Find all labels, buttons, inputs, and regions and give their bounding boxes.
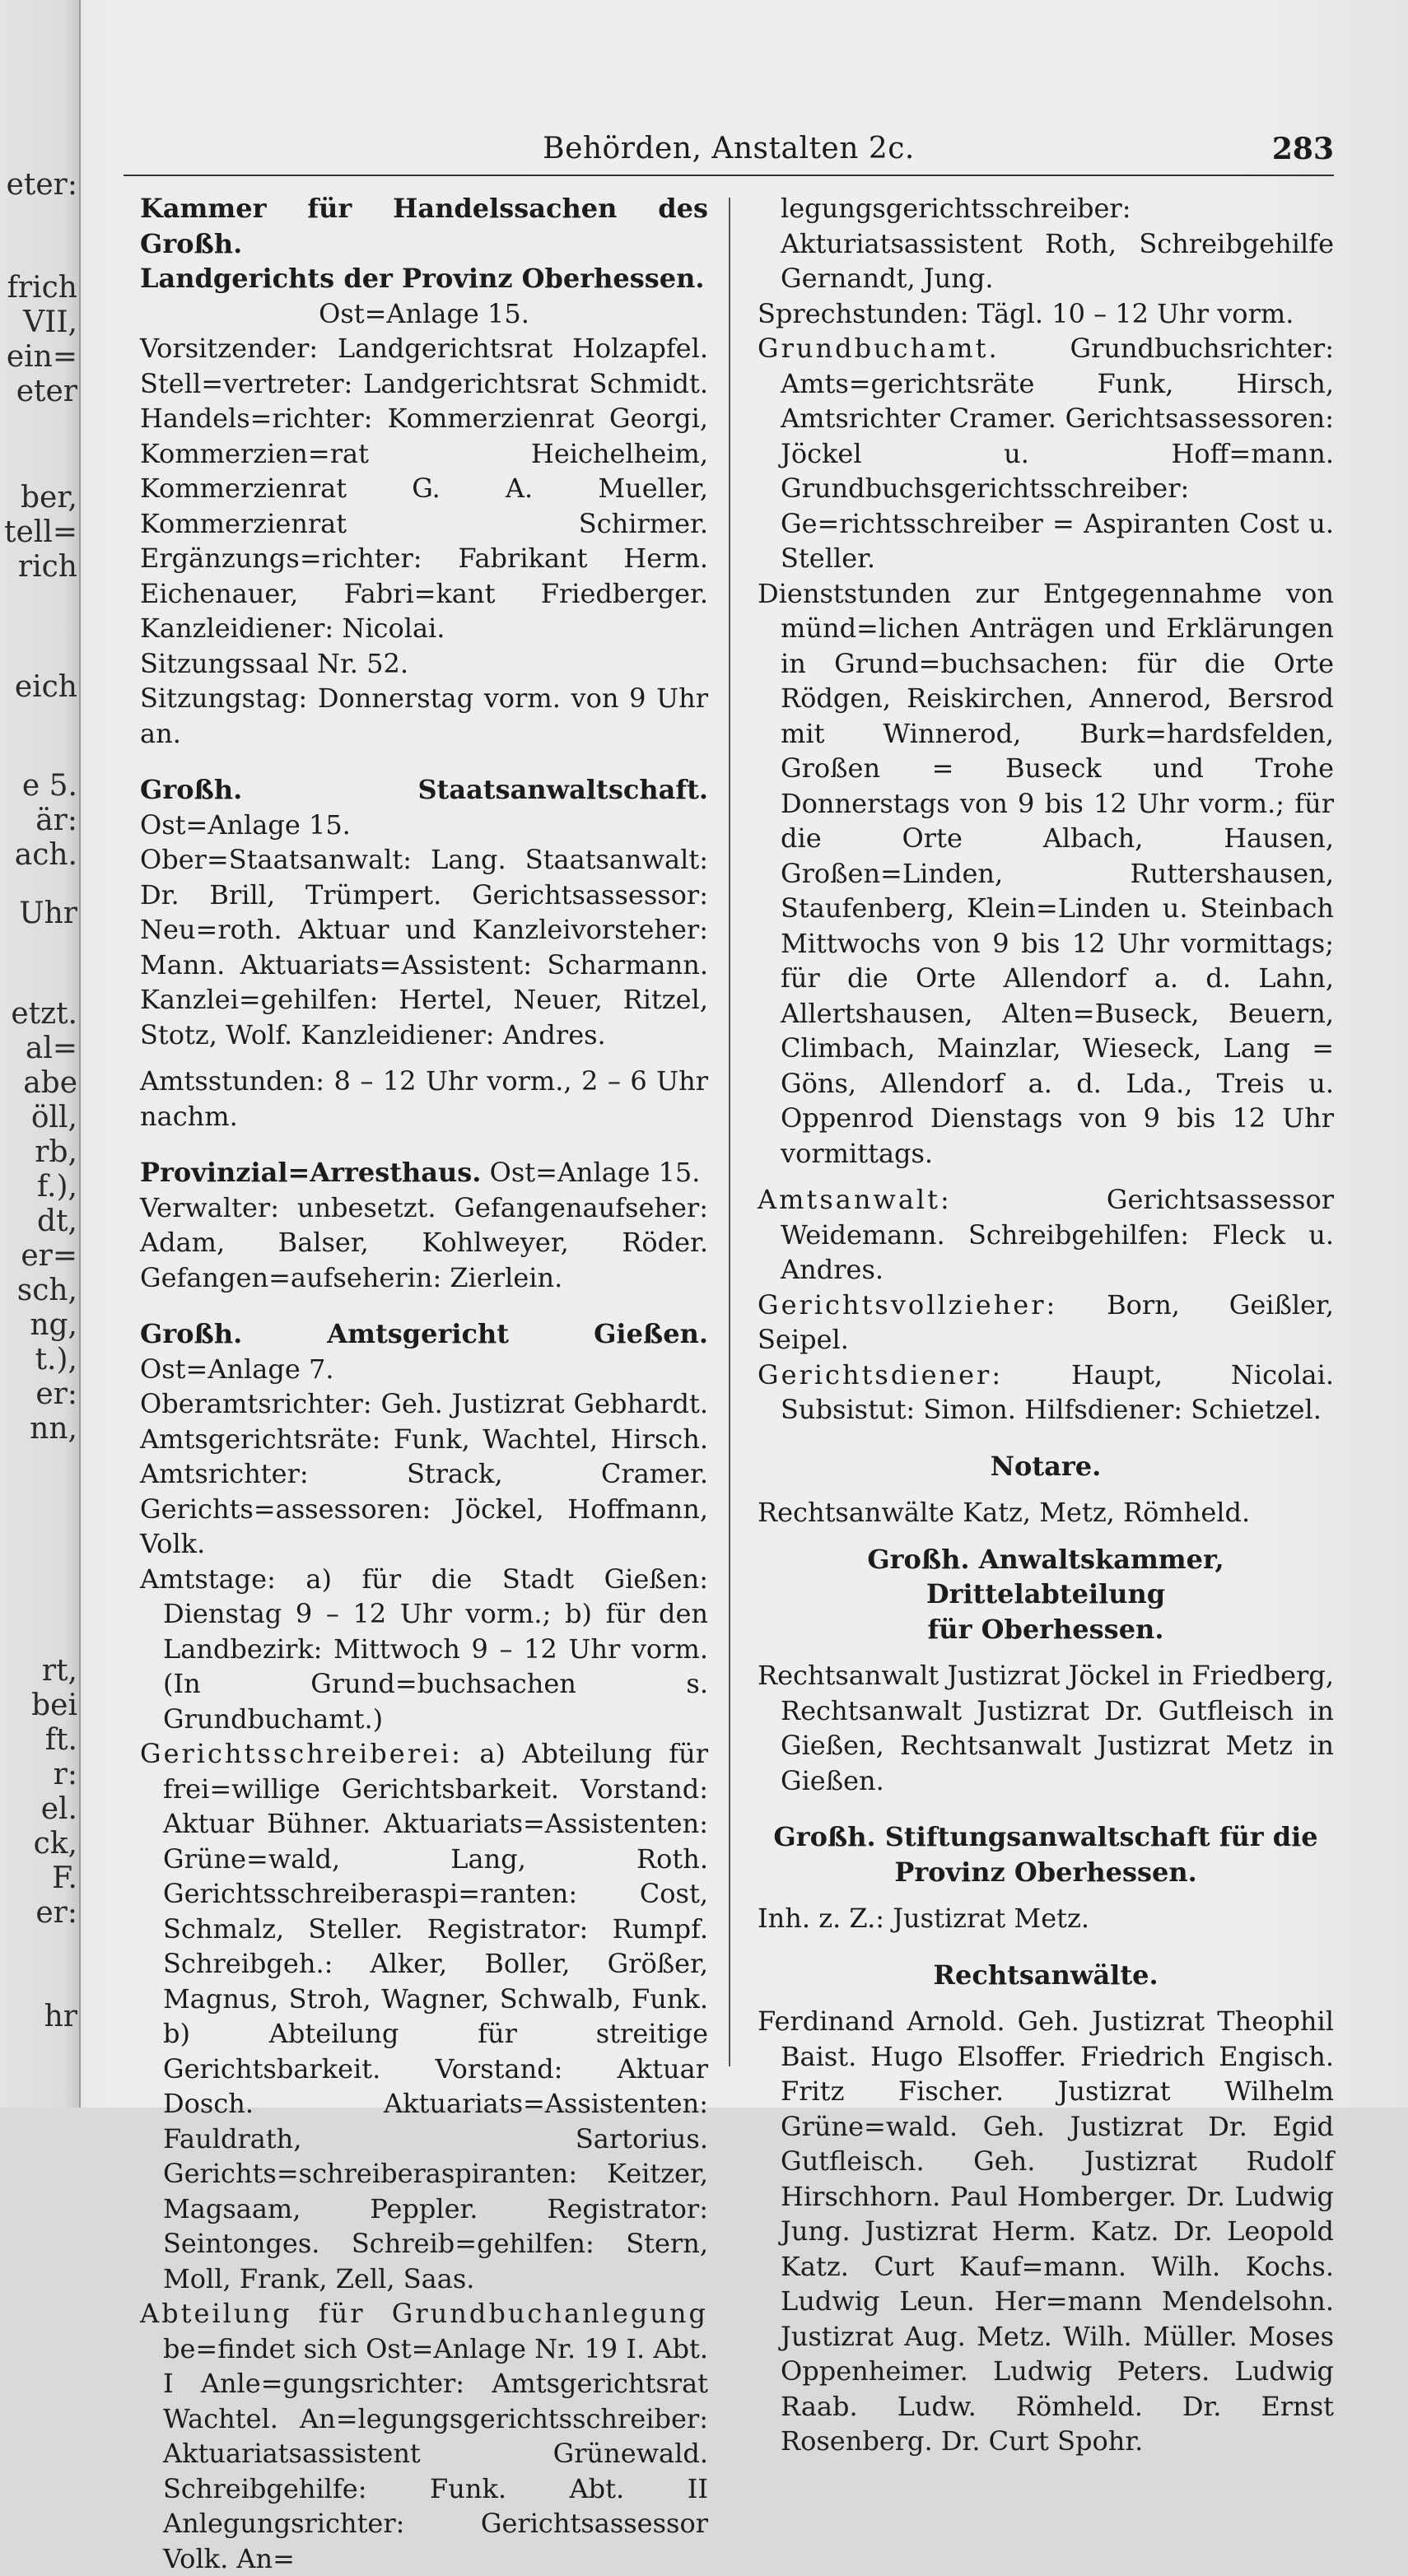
gerichtsschreiberei xyxy=(140,1736,708,2296)
section-title-rechtsanwaelte: Rechtsanwälte. xyxy=(933,1959,1159,1991)
kammer-members: Vorsitzender: Landgerichtsrat Holzapfel. Stell=vertreter: Landgerichtsrat Schmidt. Handels=richter: Kommerzienrat Georgi, Kommerzien=rat Heichelheim, Kommerzienrat G. A. Mueller, Kommerzienrat Schirmer. Ergänzungs=richter: Fabrikant Herm. Eichenauer, Fabri=kant Friedberger. Kanzleidiener: Nicolai. xyxy=(140,333,708,644)
section-title-amtsgericht: Großh. Amtsgericht Gießen. xyxy=(140,1318,708,1349)
gerichtsdiener-body: Haupt, Nicolai. Subsistut: Simon. Hilfsdiener: Schietzel. xyxy=(781,1358,1334,1425)
grundbuch-dienststunden: Dienststunden zur Entgegennahme von münd=lichen Anträgen und Erklärungen in Grund=buchsachen: für die Orte Rödgen, Reiskirchen, Annerod, Bersrod mit Winnerod, Burk=hardsfelden, Großen = Buseck und Trohe Donnerstags von 9 bis 12 Uhr vorm.; für die Orte Albach, Hausen, Großen=Linden, Ruttershausen, Staufenberg, Klein=Linden u. Steinbach Mittwochs von 9 bis 12 Uhr vormittags; für die Orte Allendorf a. d. Lahn, Allertshausen, Alten=Buseck, Beuern, Climbach, Mainzlar, Wieseck, Lang = Göns, Allendorf a. d. Lda., Treis u. Oppenrod Dienstags von 9 bis 12 Uhr vormittags. xyxy=(758,577,1334,1169)
amtsanwalt-body: Gerichtsassessor Weidemann. Schreibgehilfen: Fleck u. Andres. xyxy=(781,1184,1334,1285)
margin-fragment: ck, xyxy=(33,1827,77,1861)
amtsanwalt xyxy=(758,1182,1334,1288)
margin-fragment: dt, xyxy=(37,1204,77,1238)
margin-fragment: ach. xyxy=(14,838,77,872)
gerichtsdiener xyxy=(758,1358,1334,1428)
margin-fragment: r: xyxy=(53,1758,77,1791)
gerichtsvollzieher xyxy=(758,1288,1334,1358)
staatsanwalt-amtsstunden: Amtsstunden: 8 – 12 Uhr vorm., 2 – 6 Uhr nachm. xyxy=(140,1065,708,1132)
gerichtsdiener-label: Gerichtsdiener: xyxy=(758,1358,1004,1390)
header-rule xyxy=(124,175,1334,176)
amtsgericht-members: Oberamtsrichter: Geh. Justizrat Gebhardt. Amtsgerichtsräte: Funk, Wachtel, Hirsch. Amtsrichter: Strack, Cramer. Gerichts=assessoren: Jöckel, Hoffmann, Volk. xyxy=(140,1388,708,1559)
kammer-sitzungssaal: Sitzungssaal Nr. 52. xyxy=(140,647,408,679)
margin-fragment: el. xyxy=(40,1792,77,1826)
margin-fragment: e 5. xyxy=(21,769,77,803)
adjacent-page-margin xyxy=(0,0,81,2108)
amtsgericht-address: Ost=Anlage 7. xyxy=(140,1353,334,1385)
staatsanwalt-members: Ober=Staatsanwalt: Lang. Staatsanwalt: Dr. Brill, Trümpert. Gerichtsassessor: Neu=roth. Aktuar und Kanzleivorsteher: Mann. Aktuariats=Assistent: Scharmann. Kanzlei=gehilfen: Hertel, Neuer, Ritzel, Stotz, Wolf. Kanzleidiener: Andres. xyxy=(140,844,708,1050)
grundbuchamt-label: Grundbuchamt. xyxy=(758,333,1000,364)
margin-fragment: bei xyxy=(31,1689,77,1722)
grundbuchanlegung-sprechstunden: Sprechstunden: Tägl. 10 – 12 Uhr vorm. xyxy=(758,297,1294,329)
margin-fragment: F. xyxy=(52,1861,77,1895)
arresthaus-address: Ost=Anlage 15. xyxy=(489,1157,701,1188)
margin-fragment: eter xyxy=(16,375,77,408)
arresthaus-members: Verwalter: unbesetzt. Gefangenaufseher: Adam, Balser, Kohlweyer, Röder. Gefangen=aufseherin: Zierlein. xyxy=(140,1191,708,1293)
margin-fragment: VII, xyxy=(23,305,77,339)
margin-fragment: är: xyxy=(35,804,77,837)
margin-fragment: er: xyxy=(35,1896,77,1930)
margin-fragment: nn, xyxy=(30,1412,77,1446)
grundbuchamt xyxy=(758,331,1334,576)
margin-fragment: etzt. xyxy=(11,997,77,1031)
running-title: Behörden, Anstalten 2c. xyxy=(543,132,915,165)
margin-fragment: ng, xyxy=(30,1308,77,1342)
stiftung-members: Inh. z. Z.: Justizrat Metz. xyxy=(758,1903,1090,1934)
section-arresthaus xyxy=(140,1155,708,1190)
section-title-stiftung-2: Provinz Oberhessen. xyxy=(894,1856,1197,1888)
margin-fragment: f.), xyxy=(37,1170,77,1204)
margin-fragment: ber, xyxy=(20,481,77,515)
section-title-anwaltskammer: Großh. Anwaltskammer, Drittelabteilung xyxy=(867,1543,1224,1609)
margin-fragment: eter: xyxy=(6,168,77,202)
section-title-kammer: Kammer für Handelssachen des Großh. xyxy=(140,193,708,259)
margin-fragment: tell= xyxy=(4,515,77,549)
grundbuchamt-body: Grundbuchsrichter: Amts=gerichtsräte Funk, Hirsch, Amtsrichter Cramer. Gerichtsassessoren: Jöckel u. Hoff=mann. Grundbuchsgerichtsschreiber: Ge=richtsschreiber = Aspiranten Cost u. Steller. xyxy=(781,333,1334,574)
section-title-stiftung: Großh. Stiftungsanwaltschaft für die xyxy=(773,1821,1318,1852)
staatsanwalt-address: Ost=Anlage 15. xyxy=(140,808,351,841)
margin-fragment: al= xyxy=(25,1032,77,1065)
margin-fragment: frich xyxy=(7,271,77,305)
right-column xyxy=(758,191,1334,2459)
page-number: 283 xyxy=(1271,132,1334,166)
amtsgericht-amtstage: Amtstage: a) für die Stadt Gießen: Dienstag 9 – 12 Uhr vorm.; b) für den Landbezirk: Mittwoch 9 – 12 Uhr vorm. (In Grund=buchsachen s. Grundbuchamt.) xyxy=(140,1563,708,1735)
section-title-staatsanwaltschaft: Großh. Staatsanwaltschaft. xyxy=(140,774,708,805)
margin-fragment: rich xyxy=(17,550,77,584)
section-title-kammer-2: Landgerichts der Provinz Oberhessen. xyxy=(140,263,705,294)
gerichtsvollzieher-label: Gerichtsvollzieher: xyxy=(758,1288,1058,1321)
section-amtsgericht xyxy=(140,1316,708,1386)
margin-fragment: t.), xyxy=(35,1343,77,1377)
running-header xyxy=(124,132,1334,178)
section-title-notare: Notare. xyxy=(990,1450,1102,1482)
gerichtsschreiberei-body: a) Abteilung für frei=willige Gerichtsbarkeit. Vorstand: Aktuar Bühner. Aktuariats=Assistenten: Grüne=wald, Lang, Roth. Gerichtsschreiberaspi=ranten: Cost, Schmalz, Steller. Registrator: Rumpf. Schreibgeh.: Alker, Boller, Größer, Magnus, Stroh, Wagner, Schwalb, Funk. b) Abteilung für streitige Gerichtsbarkeit. Vorstand: Aktuar Dosch. Aktuariats=Assistenten: Fauldrath, Sartorius. Gerichts=schreiberaspiranten: Keitzer, Magsaam, Peppler. Registrator: Seintonges. Schreib=gehilfen: Stern, Moll, Frank, Zell, Saas. xyxy=(163,1738,709,2294)
grundbuchanlegung xyxy=(140,2296,708,2576)
margin-fragment: hr xyxy=(44,2000,77,2033)
column-divider xyxy=(729,198,730,2066)
kammer-sitzungstag: Sitzungstag: Donnerstag vorm. von 9 Uhr an. xyxy=(140,682,708,749)
left-column xyxy=(140,191,708,2576)
rechtsanwaelte-list: Ferdinand Arnold. Geh. Justizrat Theophil Baist. Hugo Elsoffer. Friedrich Engisch. Fritz Fischer. Justizrat Wilhelm Grüne=wald. Geh. Justizrat Dr. Egid Gutfleisch. Geh. Justizrat Rudolf Hirschhorn. Paul Homberger. Dr. Ludwig Jung. Justizrat Herm. Katz. Dr. Leopold Katz. Curt Kauf=mann. Wilh. Kochs. Ludwig Leun. Her=mann Mendelsohn. Justizrat Aug. Metz. Wilh. Müller. Moses Oppenheimer. Ludwig Peters. Ludwig Raab. Ludw. Römheld. Dr. Ernst Rosenberg. Dr. Curt Spohr. xyxy=(758,2005,1334,2457)
margin-fragment: rb, xyxy=(35,1135,77,1169)
grundbuchanlegung-continuation: legungsgerichtsschreiber: Akturiatsassistent Roth, Schreibgehilfe Gernandt, Jung. xyxy=(781,193,1334,294)
amtsanwalt-label: Amtsanwalt: xyxy=(758,1184,952,1215)
margin-fragment: er= xyxy=(21,1239,77,1273)
margin-fragment: ein= xyxy=(6,340,77,374)
anwaltskammer-members: Rechtsanwalt Justizrat Jöckel in Friedberg, Rechtsanwalt Justizrat Dr. Gutfleisch in Gießen, Rechtsanwalt Justizrat Metz in Gießen. xyxy=(758,1660,1334,1796)
section-title-anwaltskammer-2: für Oberhessen. xyxy=(927,1613,1164,1645)
section-title-arresthaus: Provinzial=Arresthaus. xyxy=(140,1157,482,1188)
kammer-address: Ost=Anlage 15. xyxy=(319,297,529,329)
gerichtsschreiberei-label: Gerichtsschreiberei: xyxy=(140,1738,463,1769)
margin-fragment: Uhr xyxy=(19,897,77,930)
margin-fragment: rt, xyxy=(41,1654,77,1688)
grundbuchanlegung-body: be=findet sich Ost=Anlage Nr. 19 I. Abt. I Anle=gungsrichter: Amtsgerichtsrat Wachtel. An=legungsgerichtsschreiber: Aktuariatsassistent Grünewald. Schreibgehilfe: Funk. Abt. II Anlegungsrichter: Gerichtsassessor Volk. An= xyxy=(163,2332,708,2574)
margin-fragment: abe xyxy=(23,1066,77,1100)
notare-members: Rechtsanwälte Katz, Metz, Römheld. xyxy=(758,1497,1251,1528)
margin-fragment: eich xyxy=(14,670,77,704)
grundbuchanlegung-label: Abteilung für Grundbuchanlegung xyxy=(140,2298,708,2329)
margin-fragment: sch, xyxy=(16,1274,77,1307)
margin-fragment: er: xyxy=(35,1377,77,1411)
gerichtsvollzieher-body: Born, Geißler, Seipel. xyxy=(758,1288,1334,1355)
section-staatsanwaltschaft xyxy=(140,772,708,842)
margin-fragment: öll, xyxy=(30,1101,77,1134)
margin-fragment: ft. xyxy=(44,1723,77,1757)
